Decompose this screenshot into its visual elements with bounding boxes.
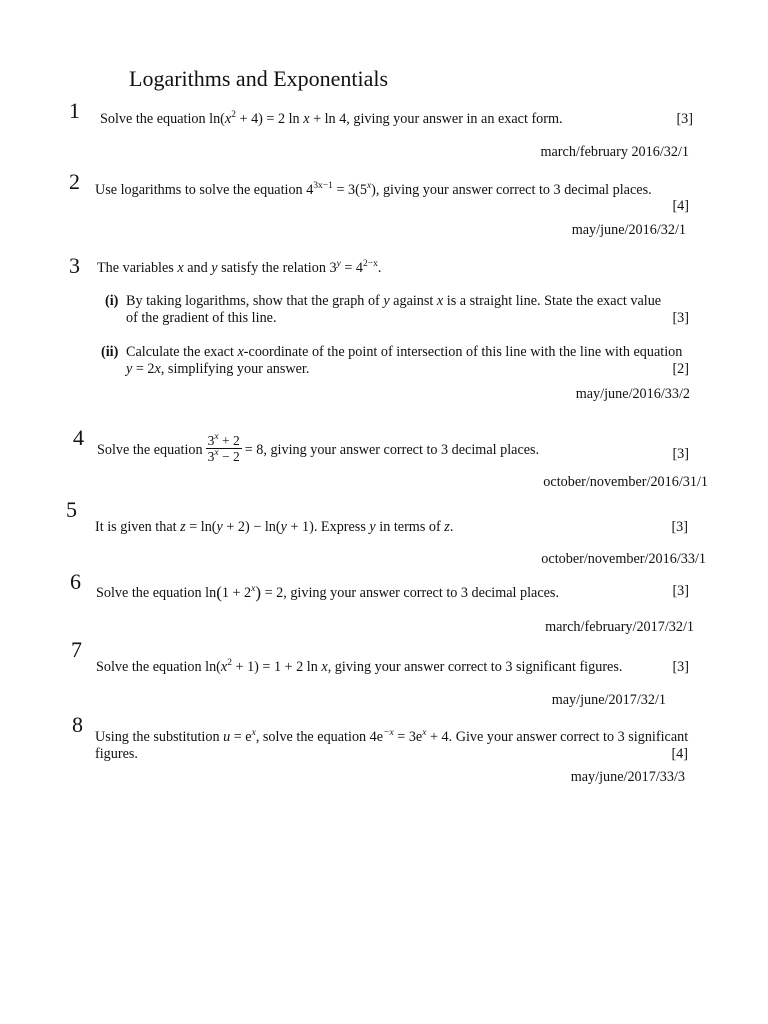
question-1-text: Solve the equation $\ln(x^2 + 4) = 2$ ln x + ln 4, giving your answer in an exact form. xyxy=(100,110,563,127)
question-4-fraction: $\frac{3^x + 2}{3^x - 2}$ xyxy=(207,432,240,464)
question-5-source: october/november/2016/33/1 xyxy=(541,551,706,567)
question-3-part-i-label: (i) xyxy=(105,293,119,309)
question-number-5: 5 xyxy=(66,497,77,522)
question-number-6: 6 xyxy=(70,569,81,594)
question-3-part-ii-line-1: Calculate the exact x-coordinate of the point of intersection of this line with the line with equation xyxy=(126,344,683,360)
question-7-marks: [3] xyxy=(672,659,689,675)
question-number-7: 7 xyxy=(71,637,82,662)
question-1-source: march/february 2016/32/1 xyxy=(540,144,689,160)
question-4-text: Solve the equation $\frac{3^x + 2}{3^x - 2}$ = 8, giving your answer correct to 3 decimal places. xyxy=(97,432,540,464)
question-3-text: The variables x and y satisfy the relation $3^y = 4^{2-x}$. xyxy=(97,259,382,276)
question-3-part-i-marks: [3] xyxy=(672,310,689,326)
question-number-2: 2 xyxy=(69,169,80,194)
question-2-text: Use logarithms to solve the equation $4^{3x-1} = 3(5^x)$, giving your answer correct to 3 decimal places. xyxy=(95,181,652,198)
question-6-marks: [3] xyxy=(672,583,689,599)
question-3-part-i-line-2: of the gradient of this line. xyxy=(126,310,277,326)
question-8-source: may/june/2017/33/3 xyxy=(570,769,685,785)
question-7-source: may/june/2017/32/1 xyxy=(551,692,666,708)
page-title: Logarithms and Exponentials xyxy=(129,66,389,91)
question-number-3: 3 xyxy=(69,253,80,278)
question-4-source: october/november/2016/31/1 xyxy=(543,474,708,490)
question-5-text: It is given that z = ln(y + 2) − ln(y + 1). Express y in terms of z. xyxy=(95,519,454,535)
question-6-source: march/february/2017/32/1 xyxy=(545,619,694,635)
question-number-4: 4 xyxy=(73,425,84,450)
question-2-marks: [4] xyxy=(672,198,689,214)
question-5-marks: [3] xyxy=(671,519,688,535)
question-8-line-1: Using the substitution $u = e^x$, solve the equation $4e^{-x} = 3e^x + 4$. Give your answer correct to 3 significant xyxy=(95,728,689,745)
question-6-text: Solve the equation $\ln(1 + 2^x) = 2$, giving your answer correct to 3 decimal places. xyxy=(96,583,560,602)
question-3-part-i-line-1: By taking logarithms, show that the graph of y against x is a straight line. State the exact value xyxy=(126,293,662,309)
question-3-part-ii-line-2: y = 2x, simplifying your answer. xyxy=(126,361,310,377)
question-4-marks: [3] xyxy=(672,446,689,462)
question-8-marks: [4] xyxy=(671,746,688,762)
question-3-part-ii-label: (ii) xyxy=(101,344,119,360)
question-number-1: 1 xyxy=(69,98,80,123)
question-3-source: may/june/2016/33/2 xyxy=(575,386,690,402)
question-7-text: Solve the equation $\ln(x^2 + 1) = 1 + 2$ ln x, giving your answer correct to 3 significant figures. xyxy=(96,658,623,675)
question-1-marks: [3] xyxy=(676,111,693,127)
question-number-8: 8 xyxy=(72,712,83,737)
question-2-source: may/june/2016/32/1 xyxy=(571,222,686,238)
question-8-line-2: figures. xyxy=(95,746,138,762)
question-3-part-ii-marks: [2] xyxy=(672,361,689,377)
